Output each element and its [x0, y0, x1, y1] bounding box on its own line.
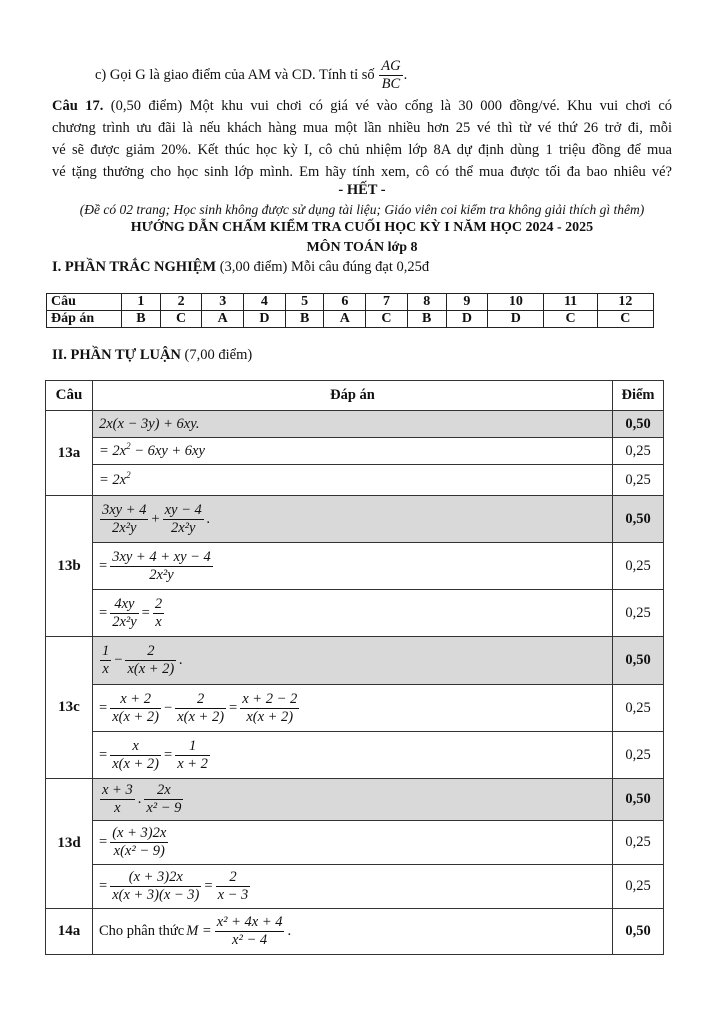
question-label-14a: 14a — [46, 909, 93, 955]
step-expression — [93, 411, 613, 438]
fraction-numerator: 2 — [216, 869, 251, 887]
answer-letter: C — [597, 311, 653, 328]
row-13b-3 — [46, 590, 664, 637]
part-c-question — [95, 58, 407, 93]
score: 0,25 — [613, 590, 664, 637]
row-13a-2 — [46, 438, 664, 465]
step-expression: $\frac{x + 3}{x}$ . $\frac{2x}{\text{x² − 9}}$ — [93, 779, 613, 821]
expression-text: 2x(x − 3y) + 6xy. — [99, 415, 200, 432]
question-number: 1 — [122, 294, 161, 311]
fraction-numerator: 4xy — [110, 596, 138, 614]
answer-letter: B — [285, 311, 324, 328]
row-13c-2 — [46, 685, 664, 732]
fraction-denominator: 2x²y — [170, 519, 196, 536]
question-number: 5 — [285, 294, 324, 311]
part1-heading-detail: (3,00 điểm) Mỗi câu đúng đạt 0,25đ — [219, 259, 430, 275]
step-expression: $\frac{3xy + 4}{\text{2x²y}}$ + $\frac{xy - 4}{\text{2x²y}}$ . — [93, 496, 613, 543]
col-header-score: Điểm — [613, 381, 664, 411]
row-label-question: Câu — [47, 294, 122, 311]
guide-title: HƯỚNG DẪN CHẤM KIỂM TRA CUỐI HỌC KỲ I NĂM HỌC 2024 - 2025 — [130, 220, 594, 235]
step-expression: = $\frac{x}{x(x + 2)}$ = $\frac{1}{x + 2}$ — [93, 732, 613, 779]
step-expression: $\frac{1}{x}$ − $\frac{2}{x(x + 2)}$ . — [93, 637, 613, 685]
step-expression: = $2x^2$ — [93, 465, 613, 496]
score: 0,25 — [613, 685, 664, 732]
fraction-denominator: x — [102, 661, 109, 677]
row-13c-1 — [46, 637, 664, 685]
fraction-denominator: x(x + 2) — [112, 755, 160, 772]
answer-letter: C — [544, 311, 597, 328]
row-13a-3 — [46, 465, 664, 496]
answer-key-table — [46, 293, 654, 328]
answer-key-row-questions — [47, 294, 654, 311]
question-number: 4 — [244, 294, 286, 311]
score: 0,25 — [613, 821, 664, 865]
solution-header-row — [46, 381, 664, 411]
score: 0,25 — [613, 865, 664, 909]
row-13d-1 — [46, 779, 664, 821]
row-label-answer: Đáp án — [47, 311, 122, 328]
fraction-numerator: x — [110, 738, 161, 756]
col-header-question: Câu — [46, 381, 93, 411]
answer-letter: D — [446, 311, 488, 328]
question-number: 10 — [488, 294, 544, 311]
fraction-denominator: x(x + 2) — [112, 708, 160, 725]
score: 0,25 — [613, 732, 664, 779]
fraction-denominator: x(x + 2) — [127, 661, 175, 677]
fraction-numerator: 1 — [175, 738, 210, 756]
answer-letter: A — [324, 311, 366, 328]
step-expression: = $2x^2 - 6xy + 6xy$ — [93, 438, 613, 465]
fraction-denominator: x(x + 2) — [246, 708, 294, 725]
question-number: 2 — [160, 294, 202, 311]
fraction-numerator: x + 2 − 2 — [242, 690, 298, 707]
part2-heading-label: II. PHẦN TỰ LUẬN — [52, 347, 181, 363]
fraction-denominator: x(x + 2) — [177, 708, 225, 725]
question-number: 12 — [597, 294, 653, 311]
question-label-13d: 13d — [46, 779, 93, 909]
fraction-numerator: x + 3 — [102, 782, 133, 798]
question-number: 8 — [407, 294, 446, 311]
ratio-ag-bc — [379, 58, 402, 93]
score: 0,50 — [613, 779, 664, 821]
q17-line-2: chương trình ưu đãi là nếu khách hàng mua một lần nhiều hơn 25 vé thì từ vé thứ 26 trở đi, mỗi — [52, 120, 672, 136]
subject-title: MÔN TOÁN lớp 8 — [306, 240, 418, 255]
part1-heading-label: I. PHẦN TRẮC NGHIỆM — [52, 259, 217, 275]
answer-letter: B — [122, 311, 161, 328]
step-expression: = $\frac{3xy + 4 + xy - 4}{\text{2x²y}}$ — [93, 543, 613, 590]
answer-letter: D — [488, 311, 544, 328]
part-c-text: c) Gọi G là giao điểm của AM và CD. Tính tỉ số — [95, 66, 375, 83]
answer-letter: A — [202, 311, 244, 328]
fraction-denominator: x(x + 3)(x − 3) — [112, 887, 200, 903]
step-expression: = $\frac{(x + 3)2x}{x(x + 3)(x - 3)}$ = $\frac{2}{x - 3}$ — [93, 865, 613, 909]
fraction-numerator: (x + 3)2x — [110, 869, 201, 887]
question-number: 11 — [544, 294, 597, 311]
step-expression: = $\frac{x + 2}{x(x + 2)}$ − $\frac{2}{x(x + 2)}$ = $\frac{x + 2 - 2}{x(x + 2)}$ — [93, 685, 613, 732]
row-13b-2 — [46, 543, 664, 590]
fraction-denominator: 2x²y — [112, 613, 137, 630]
score: 0,50 — [613, 411, 664, 438]
fraction-numerator: 2 — [154, 595, 163, 612]
score: 0,25 — [613, 438, 664, 465]
part2-heading-detail: (7,00 điểm) — [184, 347, 253, 363]
fraction-numerator: x² + 4x + 4 — [216, 914, 283, 930]
q17-line-3: vé sẽ được giảm 20%. Kết thúc học kỳ I, cô chủ nhiệm lớp 8A dự định dùng 1 triệu đồng để mua — [52, 142, 672, 158]
q17-line-1 — [52, 96, 672, 117]
fraction-numerator: 3xy + 4 — [102, 501, 147, 518]
fraction-numerator: 2x — [144, 782, 183, 800]
end-mark: - HẾT - — [338, 182, 386, 198]
part1-heading — [52, 257, 672, 278]
row-14a-1 — [46, 909, 664, 955]
fraction-denominator: x² − 4 — [232, 932, 268, 948]
score: 0,50 — [613, 496, 664, 543]
fraction-denominator: x² − 9 — [146, 800, 182, 816]
expression-text: = 2x — [99, 471, 127, 488]
answer-letter: C — [366, 311, 408, 328]
question-number: 3 — [202, 294, 244, 311]
fraction-numerator: 2 — [125, 643, 176, 661]
col-header-answer: Đáp án — [93, 381, 613, 411]
question-label-13b: 13b — [46, 496, 93, 637]
answer-letter: D — [244, 311, 286, 328]
expression-text: − 6xy + 6xy — [130, 442, 205, 459]
score: 0,25 — [613, 543, 664, 590]
expression-text: = 2x — [99, 442, 127, 459]
solution-table — [45, 380, 664, 955]
question-number: 6 — [324, 294, 366, 311]
question-number: 7 — [366, 294, 408, 311]
exam-note: (Đề có 02 trang; Học sinh không được sử dụng tài liệu; Giáo viên coi kiểm tra không giải thích gì thêm) — [79, 202, 645, 217]
row-13a-1 — [46, 411, 664, 438]
step-expression: = $\frac{(x + 3)2x}{\text{x(x² − 9)}}$ — [93, 821, 613, 865]
fraction-numerator: 2 — [175, 691, 226, 709]
expression-text: M = — [186, 923, 212, 939]
fraction-denominator: x(x² − 9) — [113, 843, 165, 859]
fraction-denominator: x — [114, 800, 121, 816]
fraction-numerator: 1 — [102, 643, 110, 659]
score: 0,50 — [613, 637, 664, 685]
fraction-numerator: 3xy + 4 + xy − 4 — [112, 548, 211, 565]
part2-heading — [52, 345, 672, 366]
score: 0,25 — [613, 465, 664, 496]
fraction-numerator: (x + 3)2x — [112, 825, 167, 841]
q17-title: Câu 17. — [52, 98, 104, 114]
ratio-numerator: AG — [381, 58, 401, 74]
q17-text-1: (0,50 điểm) Một khu vui chơi có giá vé vào cổng là 30 000 đồng/vé. Khu vui chơi có — [110, 98, 673, 114]
fraction-denominator: x − 3 — [217, 887, 249, 903]
fraction-denominator: 2x²y — [149, 566, 174, 583]
question-label-13a: 13a — [46, 411, 93, 496]
fraction-numerator: xy − 4 — [164, 501, 202, 518]
period: . — [403, 66, 408, 83]
answer-letter: C — [160, 311, 202, 328]
row-13d-3 — [46, 865, 664, 909]
question-number: 9 — [446, 294, 488, 311]
step-expression: = $\frac{4xy}{\text{2x²y}}$ = $\frac{2}{x}$ — [93, 590, 613, 637]
ratio-denominator: BC — [381, 76, 401, 92]
score: 0,50 — [613, 909, 664, 955]
row-13b-1 — [46, 496, 664, 543]
question-label-13c: 13c — [46, 637, 93, 779]
step-expression: Cho phân thức M = $\frac{\text{x² + 4x + 4}}{\text{x² − 4}}$ . — [93, 909, 613, 955]
answer-key-row-answers — [47, 311, 654, 328]
fraction-denominator: x + 2 — [177, 755, 208, 772]
q17-line-4: vé tặng thưởng cho học sinh lớp mình. Em hãy tính xem, cô có thể mua được tối đa bao nhiêu vé? — [52, 164, 672, 180]
expression-text: Cho phân thức — [99, 923, 185, 939]
answer-letter: B — [407, 311, 446, 328]
fraction-denominator: x — [155, 613, 162, 630]
row-13c-3 — [46, 732, 664, 779]
fraction-numerator: x + 2 — [110, 691, 161, 709]
row-13d-2 — [46, 821, 664, 865]
fraction-denominator: 2x²y — [111, 519, 137, 536]
